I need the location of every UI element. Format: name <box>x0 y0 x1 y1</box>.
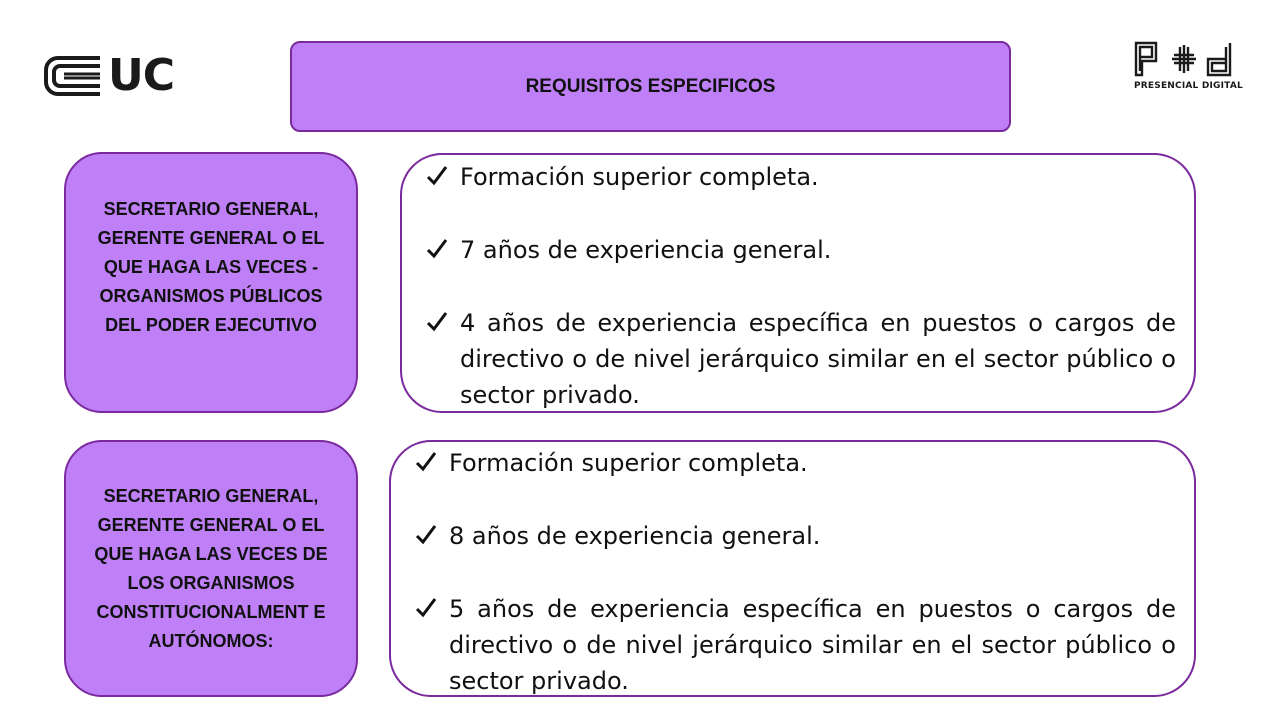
requirement-text: 7 años de experiencia general. <box>460 236 832 264</box>
role-label: SECRETARIO GENERAL, GERENTE GENERAL O EL QUE HAGA LAS VECES DE LOS ORGANISMOS CONSTITUCIONALMENT E AUTÓNOMOS: <box>94 485 328 651</box>
ptd-logo <box>1134 41 1243 97</box>
checkmark-icon <box>426 162 448 188</box>
requirement-text: 5 años de experiencia específica en puestos o cargos de directivo o de nivel jerárquico similar en el sector público o sector privado. <box>449 595 1176 695</box>
checkmark-icon <box>415 521 437 547</box>
uc-stripes-icon <box>44 55 102 97</box>
requirements-box-executive <box>400 153 1196 413</box>
list-item <box>415 591 1176 699</box>
ptd-logo-subtitle: PRESENCIAL DIGITAL <box>1134 81 1243 91</box>
title-banner <box>290 41 1011 132</box>
ptd-monogram-icon <box>1134 41 1234 77</box>
checkmark-icon <box>415 448 437 474</box>
list-item <box>415 445 1176 481</box>
uc-logo <box>44 52 194 100</box>
uc-logo-text: UC <box>108 50 175 101</box>
requirement-text: Formación superior completa. <box>449 449 808 477</box>
requirements-box-autonomous <box>389 440 1196 697</box>
role-box-executive <box>64 152 358 413</box>
requirement-text: 8 años de experiencia general. <box>449 522 821 550</box>
list-item <box>426 232 1176 268</box>
requirement-text: Formación superior completa. <box>460 163 819 191</box>
page-title: REQUISITOS ESPECIFICOS <box>525 75 776 97</box>
list-item <box>415 518 1176 554</box>
requirements-list <box>415 445 1176 699</box>
role-box-autonomous <box>64 440 358 697</box>
requirement-text: 4 años de experiencia específica en puestos o cargos de directivo o de nivel jerárquico similar en el sector público o sector privado. <box>460 309 1176 409</box>
checkmark-icon <box>415 594 437 620</box>
list-item <box>426 305 1176 413</box>
requirements-list <box>426 159 1176 413</box>
list-item <box>426 159 1176 195</box>
role-label: SECRETARIO GENERAL, GERENTE GENERAL O EL QUE HAGA LAS VECES - ORGANISMOS PÚBLICOS DEL PODER EJECUTIVO <box>97 199 325 335</box>
checkmark-icon <box>426 308 448 334</box>
checkmark-icon <box>426 235 448 261</box>
